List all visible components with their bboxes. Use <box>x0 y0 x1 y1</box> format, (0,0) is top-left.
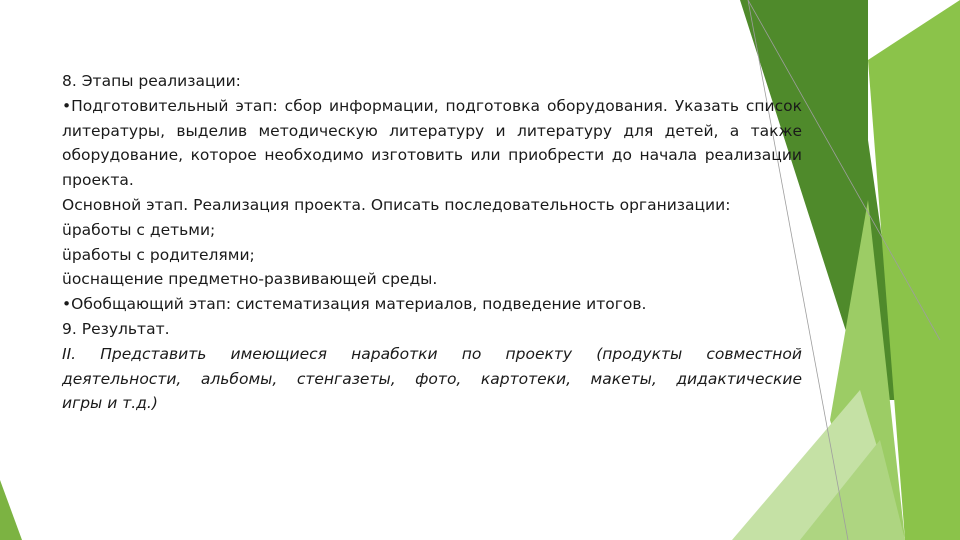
equipment-line: оборудование, которое необходимо изготовить или приобрести до начала реализации <box>62 146 802 165</box>
green-shape-left-corner <box>0 480 22 540</box>
check-item-label: работы с родителями; <box>71 245 255 264</box>
main-stage-line: Основной этап. Реализация проекта. Описать последовательность организации: <box>62 195 731 214</box>
literature-line: литературы, выделив методическую литературу и литературу для детей, а также <box>62 121 802 140</box>
check-item-label: работы с детьми; <box>71 220 216 239</box>
checkmark-icon: ü <box>62 245 72 264</box>
preparatory-stage-line: •Подготовительный этап: сбор информации, подготовка оборудования. Указать список <box>62 96 802 115</box>
slide-text-block <box>62 69 802 416</box>
check-item-children <box>62 218 802 243</box>
checkmark-icon: ü <box>62 220 72 239</box>
section-9-heading: 9. Результат. <box>62 319 170 338</box>
results-line-1: II. Представить имеющиеся наработки по проекту (продукты совместной <box>62 344 802 363</box>
check-item-environment <box>62 267 802 292</box>
results-line-3: игры и т.д.) <box>62 394 158 413</box>
results-line-2: деятельности, альбомы, стенгазеты, фото, картотеки, макеты, дидактические <box>62 369 802 388</box>
project-line: проекта. <box>62 171 134 190</box>
check-item-parents <box>62 243 802 268</box>
check-item-label: оснащение предметно-развивающей среды. <box>71 270 438 289</box>
final-stage-line: •Обобщающий этап: систематизация материалов, подведение итогов. <box>62 295 647 314</box>
section-8-heading: 8. Этапы реализации: <box>62 72 241 90</box>
checkmark-icon: ü <box>62 270 72 289</box>
